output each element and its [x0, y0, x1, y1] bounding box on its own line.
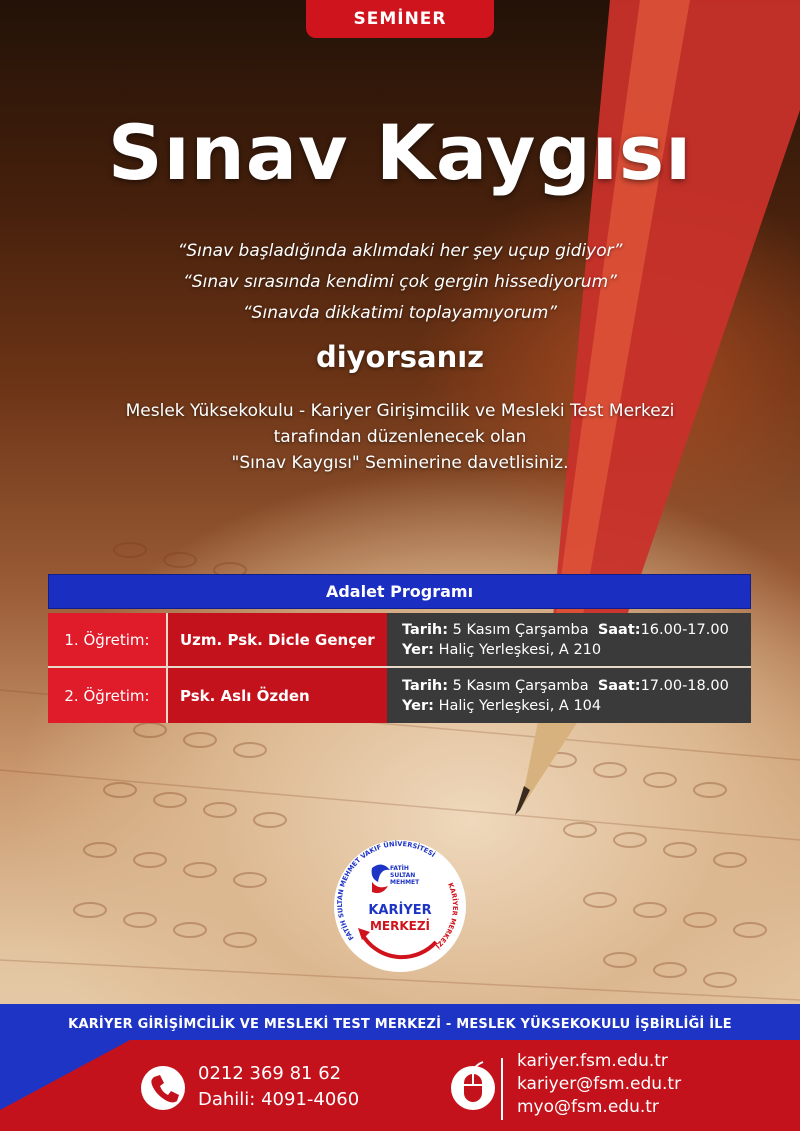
time-label: Saat: — [597, 621, 641, 638]
footer-divider — [501, 1058, 503, 1120]
web-contacts — [517, 1050, 681, 1119]
place-value: Haliç Yerleşkesi, A 210 — [438, 641, 602, 658]
schedule-title: Adalet Programı — [48, 574, 751, 609]
phone-number: 0212 369 81 62 — [198, 1063, 342, 1084]
logo-line-2: SULTAN — [390, 872, 416, 879]
phone-extension: Dahili: 4091-4060 — [198, 1089, 360, 1110]
place-label: Yer: — [402, 641, 434, 658]
schedule-row — [48, 613, 751, 668]
place-label: Yer: — [402, 697, 434, 714]
quote-2: “Sınav sırasında kendimi çok gergin hissediyorum” — [183, 272, 617, 292]
session-label: 1. Öğretim: — [48, 613, 168, 666]
session-details — [387, 613, 751, 666]
mouse-icon — [450, 1058, 496, 1114]
kariyer-merkezi-logo — [332, 838, 468, 974]
invitation-line-1: Meslek Yüksekokulu - Kariyer Girişimcilik ve Mesleki Test Merkezi — [125, 401, 675, 421]
place-value: Haliç Yerleşkesi, A 104 — [438, 697, 602, 714]
invitation-line-3: "Sınav Kaygısı" Seminerine davetlisiniz. — [231, 453, 569, 473]
date-label: Tarih: — [402, 677, 449, 694]
time-label: Saat: — [597, 677, 641, 694]
footer-partnership-banner: KARİYER GİRİŞİMCİLİK VE MESLEKİ TEST MERKEZİ - MESLEK YÜKSEKOKULU İŞBİRLİĞİ İLE — [0, 1004, 800, 1044]
logo-sub-text: MERKEZİ — [369, 919, 431, 933]
place-line — [402, 696, 751, 716]
session-details — [387, 668, 751, 723]
website-link[interactable]: kariyer.fsm.edu.tr — [517, 1051, 668, 1071]
schedule-row — [48, 668, 751, 723]
speaker-name: Psk. Aslı Özden — [168, 668, 387, 723]
email-link-kariyer[interactable]: kariyer@fsm.edu.tr — [517, 1074, 682, 1094]
logo-line-1: FATİH — [390, 865, 409, 872]
invitation-line-2: tarafından düzenlenecek olan — [273, 427, 527, 447]
subheading: diyorsanız — [315, 340, 485, 374]
date-label: Tarih: — [402, 621, 449, 638]
time-value: 16.00-17.00 — [640, 621, 729, 638]
schedule-table — [48, 574, 751, 723]
phone-icon — [140, 1065, 186, 1111]
place-line — [402, 640, 751, 660]
logo-line-3: MEHMET — [390, 879, 420, 886]
time-value: 17.00-18.00 — [640, 677, 729, 694]
logo-main-text: KARİYER — [368, 903, 432, 918]
invitation-text — [0, 398, 800, 476]
page-title: Sınav Kaygısı — [107, 108, 693, 197]
email-link-myo[interactable]: myo@fsm.edu.tr — [517, 1097, 659, 1117]
session-label: 2. Öğretim: — [48, 668, 168, 723]
date-value: 5 Kasım Çarşamba — [452, 621, 589, 638]
speaker-name: Uzm. Psk. Dicle Gençer — [168, 613, 387, 666]
phone-contact — [198, 1061, 359, 1113]
date-value: 5 Kasım Çarşamba — [452, 677, 589, 694]
seminar-tag: SEMİNER — [306, 0, 494, 38]
quotes-block — [0, 236, 800, 329]
logo-ring-text-right: KARİYER MERKEZİ — [433, 881, 460, 951]
date-time-line — [402, 620, 751, 640]
quote-3: “Sınavda dikkatimi toplayamıyorum” — [242, 303, 558, 323]
logo-ring-text: FATİH SULTAN MEHMET VAKIF ÜNİVERSİTESİ — [335, 839, 437, 942]
quote-1: “Sınav başladığında aklımdaki her şey uçup gidiyor” — [177, 241, 623, 261]
date-time-line — [402, 676, 751, 696]
